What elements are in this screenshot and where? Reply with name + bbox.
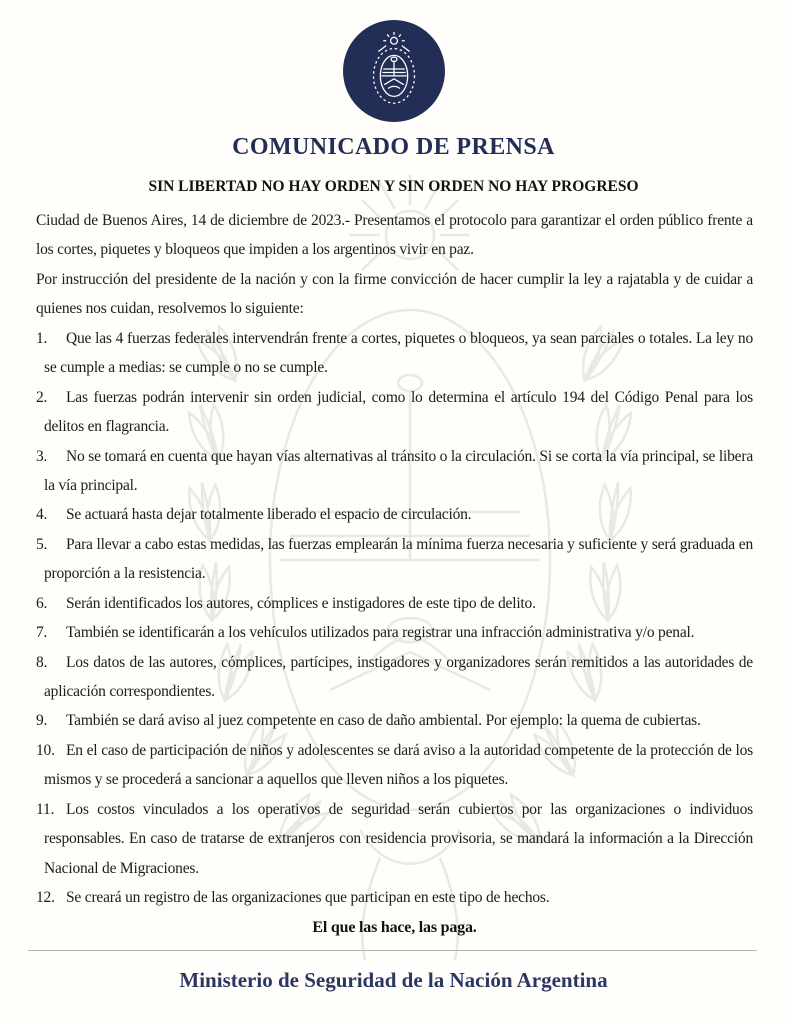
item-text: Los costos vinculados a los operativos de seguridad serán cubiertos por las organizaciones o individuos responsables. En caso de tratarse de extranjeros con residencia provisoria, se mandará la información a la Dirección Nacional de Migraciones. — [44, 800, 753, 877]
protocol-item — [36, 795, 753, 883]
ministry-footer: Ministerio de Seguridad de la Nación Argentina — [179, 967, 608, 992]
item-text: Que las 4 fuerzas federales intervendrán frente a cortes, piquetes o bloqueos, ya sean parciales o totales. La ley no se cumple a medias: se cumple o no se cumple. — [44, 329, 753, 377]
item-text: En el caso de participación de niños y adolescentes se dará aviso a la autoridad competente de la protección de los mismos y se procederá a sancionar a aquellos que lleven niños a los piquetes. — [44, 741, 753, 789]
item-text: También se dará aviso al juez competente en caso de daño ambiental. Por ejemplo: la quema de cubiertas. — [66, 712, 701, 730]
protocol-item — [36, 648, 753, 707]
protocol-item — [36, 736, 753, 795]
intro-paragraph: Ciudad de Buenos Aires, 14 de diciembre de 2023.- Presentamos el protocolo para garantizar el orden público frente a los cortes, piquetes y bloqueos que impiden a los argentinos vivir en paz. — [36, 212, 753, 259]
protocol-item — [36, 500, 753, 529]
item-number: 12. — [36, 889, 55, 907]
intro-paragraph: Por instrucción del presidente de la nación y con la firme convicción de hacer cumplir la ley a rajatabla y de cuidar a quienes nos cuidan, resolvemos lo siguiente: — [36, 270, 753, 318]
protocol-item — [36, 530, 753, 589]
item-number: 11. — [36, 800, 55, 818]
protocol-item — [36, 442, 753, 501]
press-release-title: COMUNICADO DE PRENSA — [232, 134, 555, 160]
item-number: 7. — [36, 624, 48, 642]
item-text: Serán identificados los autores, cómplices e instigadores de este tipo de delito. — [66, 594, 536, 612]
coat-of-arms-icon — [364, 30, 424, 112]
protocol-item — [36, 324, 753, 383]
protocol-item — [36, 706, 753, 735]
protocol-list — [36, 324, 753, 913]
item-text: Las fuerzas podrán intervenir sin orden judicial, como lo determina el artículo 194 del Código Penal para los delitos en flagrancia. — [44, 388, 753, 436]
divider — [28, 950, 757, 951]
item-text: Se actuará hasta dejar totalmente liberado el espacio de circulación. — [66, 506, 472, 524]
item-number: 2. — [36, 388, 48, 406]
protocol-item — [36, 883, 753, 912]
protocol-item — [36, 618, 753, 647]
item-number: 5. — [36, 535, 48, 553]
ministry-logo — [0, 20, 787, 122]
logo-circle — [343, 20, 445, 122]
item-number: 3. — [36, 447, 48, 465]
protocol-item — [36, 589, 753, 618]
item-number: 1. — [36, 329, 48, 347]
item-text: Los datos de las autores, cómplices, partícipes, instigadores y organizadores serán remitidos a las autoridades de aplicación correspondientes. — [44, 653, 753, 700]
item-text: Para llevar a cabo estas medidas, las fuerzas emplearán la mínima fuerza necesaria y suficiente y será graduada en proporción a la resistencia. — [44, 535, 753, 583]
item-text: No se tomará en cuenta que hayan vías alternativas al tránsito o la circulación. Si se corta la vía principal, se libera la vía principal. — [44, 447, 753, 494]
press-release-body — [0, 206, 787, 943]
slogan-subtitle: SIN LIBERTAD NO HAY ORDEN Y SIN ORDEN NO HAY PROGRESO — [148, 178, 639, 195]
item-number: 10. — [36, 741, 55, 759]
item-text: También se identificarán a los vehículos utilizados para registrar una infracción administrativa y/o penal. — [66, 624, 695, 642]
protocol-item — [36, 383, 753, 442]
item-number: 8. — [36, 653, 48, 671]
closing-statement: El que las hace, las paga. — [312, 918, 477, 936]
item-text: Se creará un registro de las organizaciones que participan en este tipo de hechos. — [66, 889, 550, 907]
item-number: 4. — [36, 506, 48, 524]
item-number: 9. — [36, 712, 48, 730]
item-number: 6. — [36, 594, 48, 612]
